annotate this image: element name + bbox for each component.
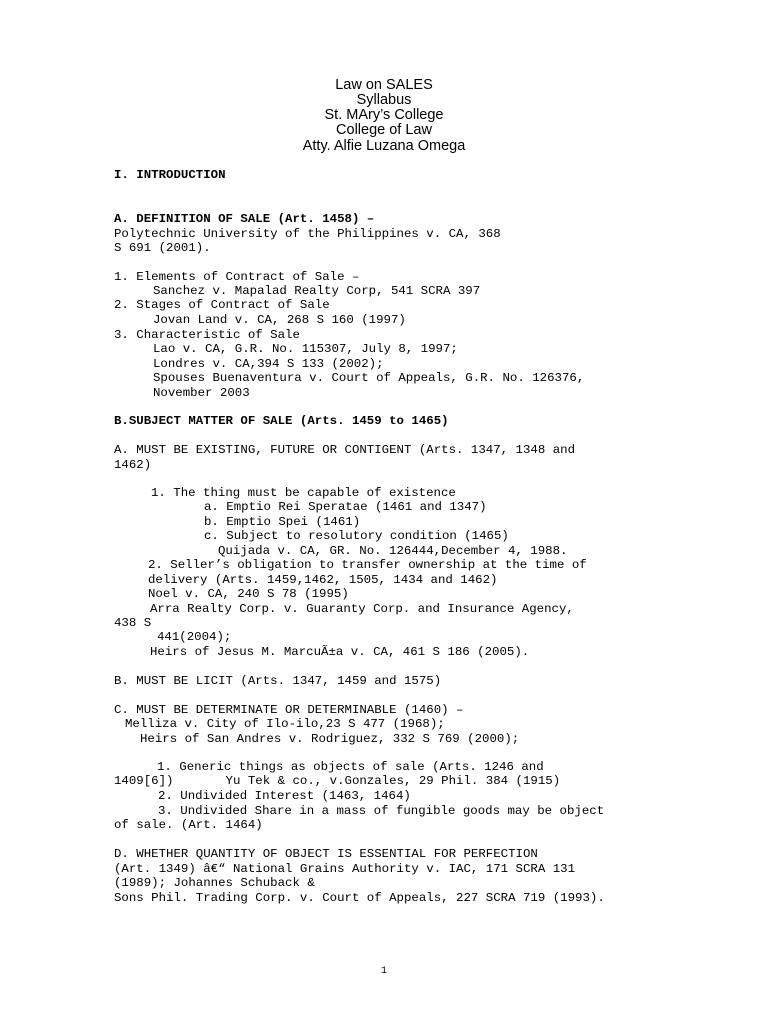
list-item: 1. Elements of Contract of Sale –: [114, 270, 360, 284]
case-citation: Noel v. CA, 240 S 78 (1995): [148, 587, 349, 601]
list-item: 3. Undivided Share in a mass of fungible goods may be object: [158, 804, 605, 818]
case-citation: Melliza v. City of Ilo-ilo,23 S 477 (1968);: [125, 717, 445, 731]
page-number: 1: [380, 966, 387, 977]
list-item: of sale. (Art. 1464): [114, 818, 263, 832]
list-item: delivery (Arts. 1459,1462, 1505, 1434 and 1462): [148, 573, 498, 587]
case-citation: 438 S: [114, 616, 152, 630]
section-heading: B.SUBJECT MATTER OF SALE (Arts. 1459 to 1465): [114, 414, 449, 428]
list-item: c. Subject to resolutory condition (1465): [204, 529, 509, 543]
subsection-heading: C. MUST BE DETERMINATE OR DETERMINABLE (1460) –: [114, 703, 464, 717]
subsection-heading: B. MUST BE LICIT (Arts. 1347, 1459 and 1575): [114, 674, 442, 688]
list-item: 2. Undivided Interest (1463, 1464): [158, 789, 411, 803]
list-item: 2. Seller’s obligation to transfer ownership at the time of: [148, 558, 587, 572]
subsection-heading: 1462): [114, 458, 152, 472]
case-citation: (1989); Johannes Schuback &: [114, 876, 315, 890]
section-heading: A. DEFINITION OF SALE (Art. 1458) –: [114, 212, 375, 226]
college-name: College of Law: [336, 122, 432, 138]
list-item: 1. Generic things as objects of sale (Arts. 1246 and: [157, 760, 544, 774]
case-citation: Arra Realty Corp. v. Guaranty Corp. and Insurance Agency,: [150, 602, 574, 616]
case-citation: (Art. 1349) â€“ National Grains Authority v. IAC, 171 SCRA 131: [114, 862, 576, 876]
author-name: Atty. Alfie Luzana Omega: [302, 138, 466, 154]
case-citation: S 691 (2001).: [114, 241, 211, 255]
case-citation: Heirs of San Andres v. Rodriguez, 332 S 769 (2000);: [140, 732, 520, 746]
subsection-heading: A. MUST BE EXISTING, FUTURE OR CONTIGENT (Arts. 1347, 1348 and: [114, 443, 576, 457]
list-item: a. Emptio Rei Speratae (1461 and 1347): [204, 500, 487, 514]
list-item: b. Emptio Spei (1461): [204, 515, 361, 529]
case-citation: Heirs of Jesus M. MarcuÃ±a v. CA, 461 S 186 (2005).: [150, 645, 530, 659]
list-item: 3. Characteristic of Sale: [114, 328, 300, 342]
document-subtitle: Syllabus: [356, 92, 412, 108]
case-citation: Lao v. CA, G.R. No. 115307, July 8, 1997;: [153, 342, 458, 356]
list-item: 1409[6]) Yu Tek & co., v.Gonzales, 29 Phil. 384 (1915): [114, 774, 561, 788]
case-citation: Sanchez v. Mapalad Realty Corp, 541 SCRA 397: [153, 284, 481, 298]
case-citation: Polytechnic University of the Philippines v. CA, 368: [114, 227, 501, 241]
case-citation: Spouses Buenaventura v. Court of Appeals, G.R. No. 126376,: [153, 371, 585, 385]
list-item: 2. Stages of Contract of Sale: [114, 298, 330, 312]
case-citation: 441(2004);: [157, 630, 232, 644]
section-heading: I. INTRODUCTION: [114, 168, 226, 182]
case-citation: Londres v. CA,394 S 133 (2002);: [153, 357, 384, 371]
list-item: 1. The thing must be capable of existence: [151, 486, 456, 500]
case-citation: Quijada v. CA, GR. No. 126444,December 4, 1988.: [218, 544, 568, 558]
subsection-heading: D. WHETHER QUANTITY OF OBJECT IS ESSENTIAL FOR PERFECTION: [114, 847, 538, 861]
case-citation: November 2003: [153, 386, 250, 400]
school-name: St. MAry’s College: [324, 107, 444, 123]
document-title: Law on SALES: [335, 77, 433, 93]
case-citation: Jovan Land v. CA, 268 S 160 (1997): [153, 313, 406, 327]
case-citation: Sons Phil. Trading Corp. v. Court of Appeals, 227 SCRA 719 (1993).: [114, 891, 605, 905]
